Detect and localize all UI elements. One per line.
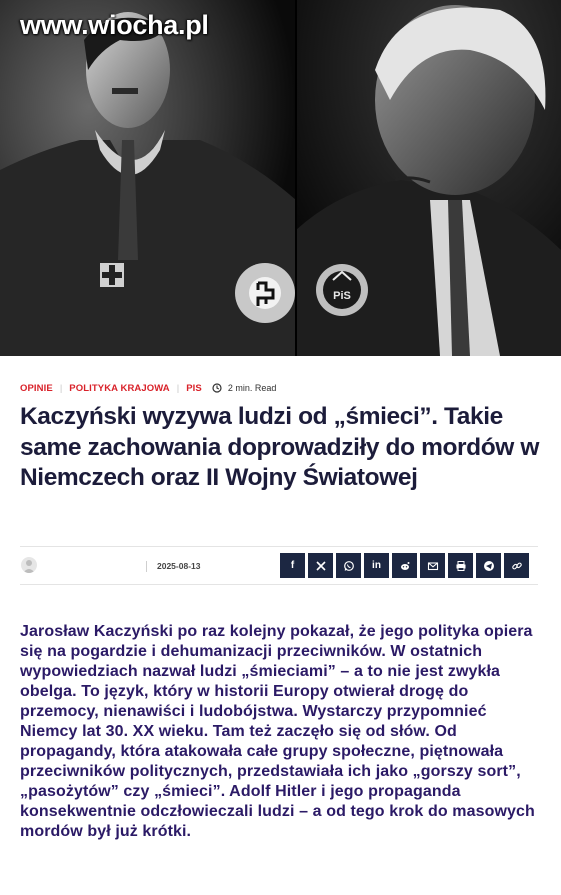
share-reddit-button[interactable]: [392, 553, 417, 578]
meta-separator: [146, 561, 147, 572]
share-whatsapp-button[interactable]: [336, 553, 361, 578]
author-avatar[interactable]: [21, 557, 37, 573]
print-icon: [455, 560, 467, 572]
telegram-icon: [483, 560, 495, 572]
category-separator: |: [176, 382, 180, 394]
facebook-icon: f: [290, 560, 295, 571]
share-buttons: [280, 553, 529, 578]
category-pis-link[interactable]: PIS: [186, 382, 202, 394]
share-facebook-button[interactable]: [280, 553, 305, 578]
user-icon: [21, 557, 37, 573]
site-watermark: www.wiocha.pl: [20, 10, 209, 40]
category-separator: |: [59, 382, 63, 394]
publish-date: 2025-08-13: [157, 561, 201, 571]
share-print-button[interactable]: [448, 553, 473, 578]
article-lead: Jarosław Kaczyński po raz kolejny pokazał, że jego polityka opiera się na pogardzie i dehumanizacji przeciwników. W ostatnich wypowiedziach nazwał ludzi „śmieciami” – a to nie jest zwykła obelga. To język, który w historii Europy otwierał drogę do przemocy, nienawiści i ludobójstwa. Wystarczy przypomnieć Niemcy lat 30. XX wieku. Tam też zaczęło się od słów. Od propagandy, która atakowała całe grupy społeczne, piętnowała przeciwników politycznych, przedstawiała ich jako „gorszy sort”, „pasożytów” czy „śmieci”. Adolf Hitler i jego propaganda konsekwentnie odczłowieczali ludzi – a od tego krok do masowych mordów był już krótki.: [20, 623, 535, 840]
linkedin-icon: in: [372, 560, 381, 571]
category-polityka-krajowa-link[interactable]: POLITYKA KRAJOWA: [69, 382, 170, 394]
email-icon: [427, 560, 439, 572]
article-title: Kaczyński wyzywa ludzi od „śmieci”. Takie same zachowania doprowadziły do mordów w Niemczech oraz II Wojny Światowej: [20, 403, 540, 491]
read-time: [212, 383, 277, 393]
share-telegram-button[interactable]: [476, 553, 501, 578]
share-x-button[interactable]: [308, 553, 333, 578]
whatsapp-icon: [343, 560, 355, 572]
article-meta: [20, 381, 276, 395]
share-email-button[interactable]: [420, 553, 445, 578]
divider-bottom: [20, 584, 538, 585]
x-icon: [315, 560, 327, 572]
divider-top: [20, 546, 538, 547]
share-linkedin-button[interactable]: [364, 553, 389, 578]
hero-photo: [0, 0, 561, 356]
link-icon: [511, 560, 523, 572]
pis-badge-text: PiS: [333, 290, 351, 302]
share-copy-link-button[interactable]: [504, 553, 529, 578]
read-time-label: 2 min. Read: [227, 383, 277, 393]
hero-image: [0, 0, 561, 356]
clock-icon: [212, 383, 222, 393]
category-opinie-link[interactable]: OPINIE: [20, 382, 53, 394]
reddit-icon: [399, 560, 411, 572]
